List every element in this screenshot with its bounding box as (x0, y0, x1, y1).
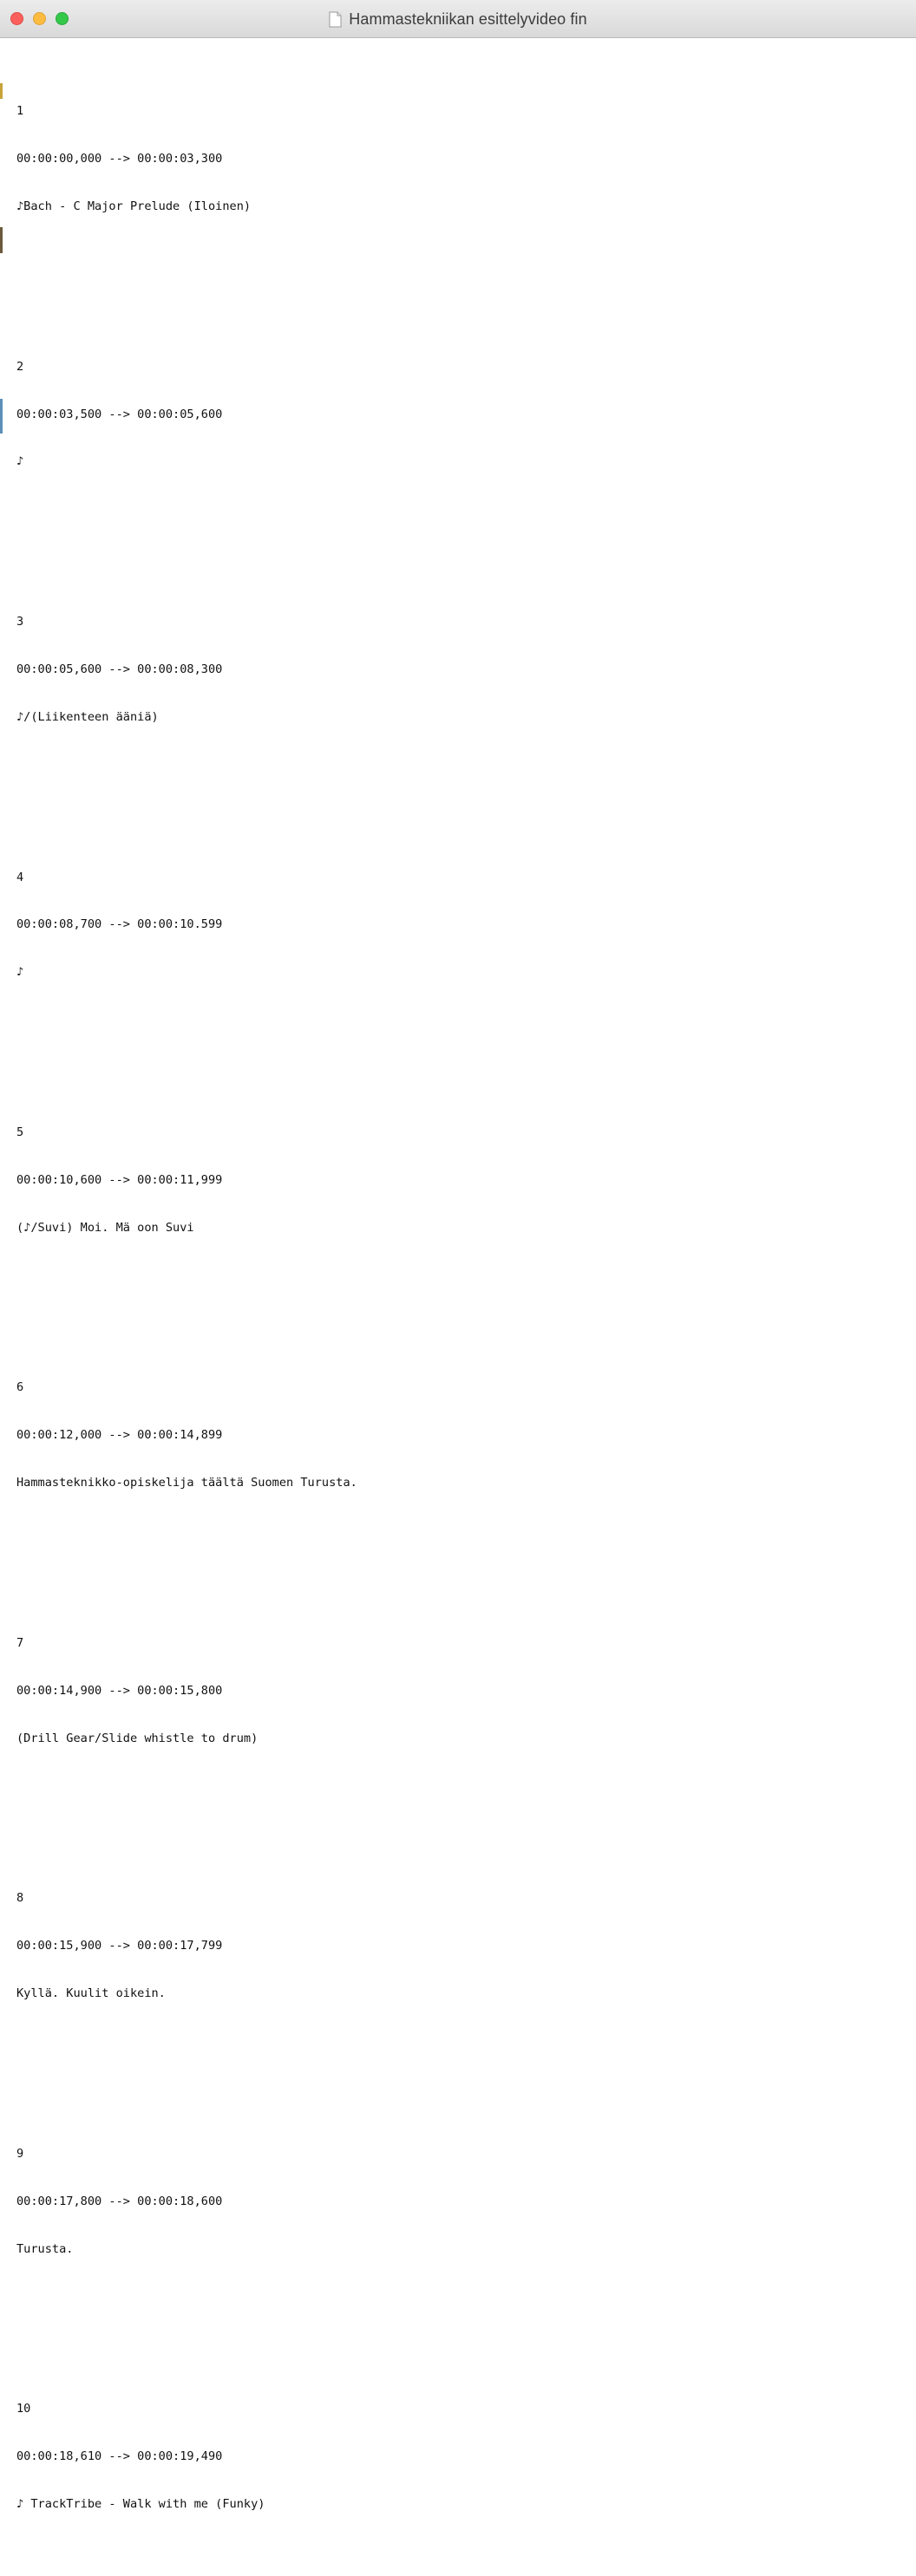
cue-timing: 00:00:00,000 --> 00:00:03,300 (16, 152, 223, 166)
cue-timing: 00:00:05,600 --> 00:00:08,300 (16, 662, 223, 676)
cue-text: ♪ (16, 965, 24, 980)
cue-index: 9 (16, 2146, 24, 2161)
cue-text: (Drill Gear/Slide whistle to drum) (16, 1731, 258, 1745)
cue-timing: 00:00:15,900 --> 00:00:17,799 (16, 1939, 223, 1953)
cue-text: ♪Bach - C Major Prelude (Iloinen) (16, 199, 252, 213)
cue-index: 8 (16, 1891, 24, 1906)
subtitle-cue (16, 2114, 910, 2338)
title-bar[interactable] (0, 0, 916, 38)
subtitle-cue (16, 583, 910, 806)
cue-index: 3 (16, 615, 24, 629)
cue-text: ♪/(Liikenteen ääniä) (16, 709, 159, 724)
subtitle-cue (16, 1092, 910, 1316)
subtitle-cue (16, 1603, 910, 1827)
subtitle-cue (16, 1348, 910, 1572)
background-sliver (0, 399, 3, 434)
subtitle-cue (16, 1859, 910, 2083)
cue-text: Turusta. (16, 2241, 74, 2256)
cue-timing: 00:00:12,000 --> 00:00:14,899 (16, 1428, 223, 1443)
cue-timing: 00:00:08,700 --> 00:00:10.599 (16, 917, 223, 932)
cue-index: 1 (16, 104, 24, 119)
cue-text: ♪ TrackTribe - Walk with me (Funky) (16, 2497, 265, 2512)
cue-index: 5 (16, 1125, 24, 1139)
cue-timing: 00:00:10,600 --> 00:00:11,999 (16, 1172, 223, 1187)
cue-index: 10 (16, 2402, 31, 2416)
document-icon[interactable] (329, 11, 342, 28)
cue-text: Hammasteknikko-opiskelija täältä Suomen Turusta. (16, 1476, 357, 1490)
window-title-group (0, 0, 916, 38)
cue-text: ♪ (16, 454, 24, 469)
subtitle-cue (16, 838, 910, 1061)
background-sliver (0, 83, 3, 99)
cue-text: Kyllä. Kuulit oikein. (16, 1986, 166, 2001)
window-title: Hammastekniikan esittelyvideo fin (349, 10, 587, 28)
subtitle-cue (16, 2370, 910, 2544)
background-sliver (0, 227, 3, 253)
cue-timing: 00:00:18,610 --> 00:00:19,490 (16, 2449, 223, 2464)
cue-text: (♪/Suvi) Moi. Mä oon Suvi (16, 1220, 194, 1235)
cue-index: 2 (16, 359, 24, 374)
cue-index: 7 (16, 1635, 24, 1650)
cue-timing: 00:00:17,800 --> 00:00:18,600 (16, 2194, 223, 2208)
cue-index: 4 (16, 870, 24, 884)
cue-index: 6 (16, 1380, 24, 1395)
subtitle-cue (16, 72, 910, 296)
cue-timing: 00:00:14,900 --> 00:00:15,800 (16, 1683, 223, 1698)
subtitle-cue (16, 327, 910, 551)
cue-timing: 00:00:03,500 --> 00:00:05,600 (16, 407, 223, 421)
subtitle-text-area[interactable] (16, 40, 910, 2576)
